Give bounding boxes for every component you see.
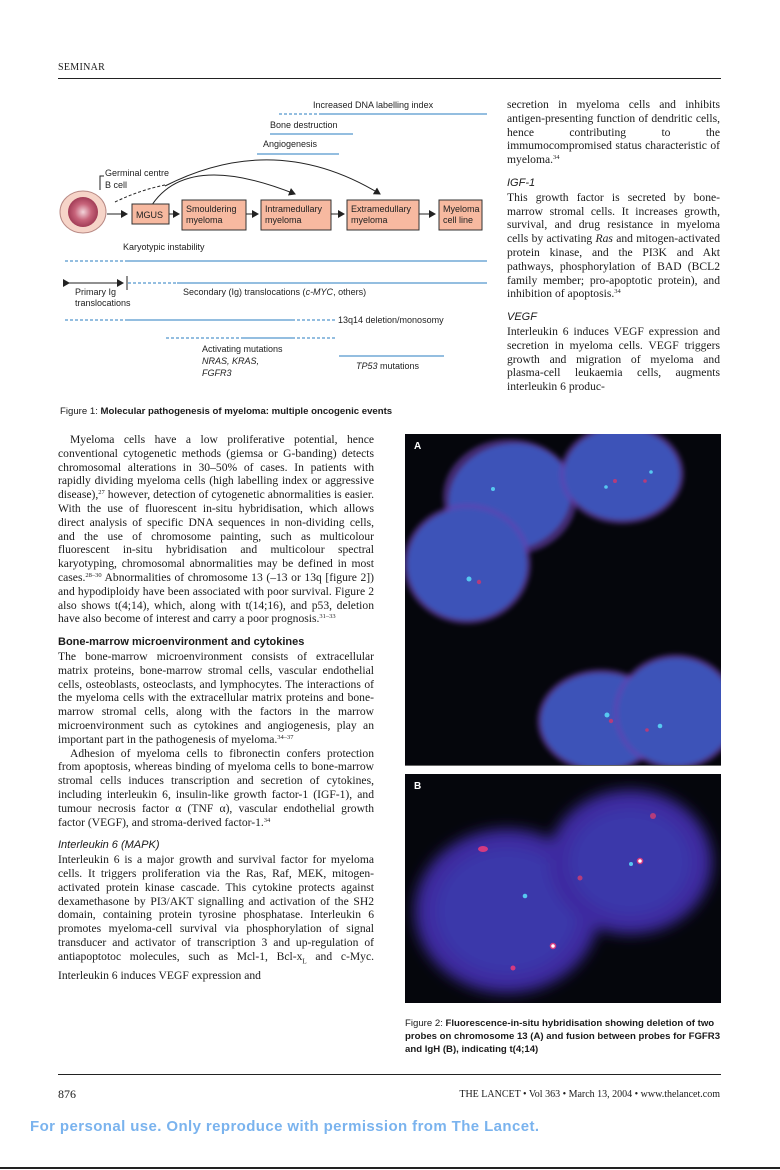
stage-label: myeloma <box>265 215 302 225</box>
fish-signal-cyan <box>491 487 495 491</box>
watermark: For personal use. Only reproduce with permission from The Lancet. <box>30 1118 540 1135</box>
label-activating-1: Activating mutations <box>202 344 283 354</box>
label-activating-2: NRAS, KRAS, <box>202 356 260 366</box>
panel-b-label: B <box>414 781 422 792</box>
fish-signal-cyan <box>629 862 633 866</box>
stage-label: Extramedullary <box>351 204 412 214</box>
panel-separator <box>405 765 721 774</box>
fish-image-b <box>405 774 721 1003</box>
fish-panel-a <box>405 434 721 765</box>
stage-label: myeloma <box>186 215 223 225</box>
figure1-caption: Figure 1: Molecular pathogenesis of myeloma: multiple oncogenic events <box>60 406 393 417</box>
header-rule <box>58 78 721 79</box>
label-dna-labelling: Increased DNA labelling index <box>313 100 434 110</box>
right-column-top <box>507 98 720 394</box>
fish-image-a <box>405 434 721 765</box>
fish-signal-red <box>613 479 617 483</box>
stage-label: MGUS <box>136 210 163 220</box>
stage-label: cell line <box>443 215 474 225</box>
paragraph: Interleukin 6 is a major growth and survival factor for myeloma cells. It triggers proliferation via the Ras, Raf, MEK, mitogen-activated protein kinase cascade. This cytokine protects against dexamethasone by PI3/AKT signalling and activation of the SH2 domain, containing protein tyrosine phosphatase. Interleukin 6 promotes myeloma-cell survival via phosphorylation of signal transducer and activator of transcription 3 and up-regulation of antiapoptotoc molecules, such as Mcl-1, Bcl-$x_L$ and c-Myc. Interleukin 6 induces VEGF expression and <box>58 853 374 982</box>
stage-label: myeloma <box>351 215 388 225</box>
paragraph: Interleukin 6 induces VEGF expression and secretion in myeloma cells. VEGF triggers growth and migration of myeloma and plasma-cell leukaemia cells, augments interleukin 6 produc- <box>507 324 720 394</box>
label-bone-destruction: Bone destruction <box>270 120 338 130</box>
page-number: 876 <box>58 1087 76 1101</box>
label-angiogenesis: Angiogenesis <box>263 139 318 149</box>
fish-signal-cyan <box>604 485 608 489</box>
fish-signal-cyan <box>649 470 653 474</box>
paragraph: secretion in myeloma cells and inhibits antigen-presenting function of dendritic cells, hence contributing to the immumocompromised status characteristic of myeloma.$^{34}$ <box>507 98 720 167</box>
fish-signal-red <box>477 580 481 584</box>
fish-signal-red <box>578 876 583 881</box>
fish-signal-fusion <box>551 944 556 949</box>
figure2-caption: Figure 2: Fluorescence-in-situ hybridisation showing deletion of two probes on chromosome 13 (A) and fusion between probes for FGFR3 and IgH (B), indicating t(4;14) <box>405 1018 721 1055</box>
paragraph: Adhesion of myeloma cells to fibronectin confers protection from apoptosis, whereas binding of myeloma cells to bone-marrow stromal cells induces transcription and secretion of cytokines, including interleukin 6, insulin-like growth factor-1 (IGF-1), and tumour necrosis factor α (TNF α), vascular endothelial growth factor (VEGF), and stroma-derived factor-1.34 <box>58 746 374 829</box>
left-column <box>58 433 374 983</box>
fish-signal-red <box>609 719 613 723</box>
label-activating-3: FGFR3 <box>202 368 232 378</box>
fish-signal-cyan <box>523 894 528 899</box>
stage-label: Smouldering <box>186 204 237 214</box>
fish-signal-red <box>645 728 649 732</box>
vegf-heading: VEGF <box>507 311 537 324</box>
label-primary-1: Primary Ig <box>75 287 117 297</box>
paragraph: This growth factor is secreted by bone-marrow stromal cells. It increases growth, survival, and drug resistance in myeloma cells by activating Ras and mitogen-activated protein kinase, and the PI3K and Akt pathways, phosphorylation of BAD (BCL2 family member; pro-apoptotic protein), and inhibition of apoptosis.$^{34}$ <box>507 190 720 301</box>
paragraph: The bone-marrow microenvironment consists of extracellular matrix proteins, bone-marrow stromal cells, vascular endothelial cells, osteoblasts, osteoclasts, and lymphocytes. The interactions of the myeloma cells with the extracellular matrix proteins and bone-marrow stromal cells, along with the factors in the marrow microenvironment such as cytokines and angiogenesis, play an important part in the pathogenesis of myeloma.$^{34-37}$ <box>58 649 374 746</box>
b-cell-nucleus <box>68 197 98 227</box>
fish-signal-cyan <box>658 724 663 729</box>
label-tp53: TP53 mutations <box>356 361 420 371</box>
footer-rule <box>58 1074 721 1075</box>
fish-signal-fusion <box>638 859 643 864</box>
journal-info: THE LANCET • Vol 363 • March 13, 2004 • www.thelancet.com <box>459 1089 720 1100</box>
fish-signal-cyan <box>605 713 610 718</box>
bone-marrow-heading: Bone-marrow microenvironment and cytokines <box>58 636 305 649</box>
label-primary-2: translocations <box>75 298 131 308</box>
figure1-diagram <box>55 90 495 410</box>
stage-label: Myeloma <box>443 204 480 214</box>
fish-signal-red <box>511 966 516 971</box>
paragraph: Myeloma cells have a low proliferative potential, hence conventional cytogenetic methods (giemsa or G-banding) detects chromosomal alterations in 30–50% of cases. In patients with rapidly dividing myeloma cells (high labelling index or aggressive disease),$^{27}$ however, detection of cytogenetic abnormalities is easier. With the use of fluorescent in-situ hybridisation, which allows direct analysis of specific DNA sequences in non-dividing cells, and the use of chromosome painting, such as multicolour fluorescent in-situ hybridisation and multicolour spectral karyotyping, chromosomal abnormalities may be defined in most cases.$^{28-30}$ Abnormalities of chromosome 13 (–13 or 13q [figure 2]) and hypodiploidy have been associated with poor survival. Figure 2 also shows t(4;14), which, along with t(14;16), and p53, deletion have also become of interest and carry a poor prognosis.$^{31-33}$ <box>58 433 374 626</box>
label-13q14: 13q14 deletion/monosomy <box>338 315 444 325</box>
fish-signal-red <box>650 813 656 819</box>
fish-signal-red <box>478 846 488 852</box>
fish-signal-red <box>643 479 647 483</box>
arc-to-extramedullary <box>165 160 380 194</box>
nucleus <box>570 810 690 914</box>
section-label: SEMINAR <box>58 62 106 73</box>
panel-a-label: A <box>414 441 422 452</box>
igf1-heading: IGF-1 <box>507 176 536 189</box>
bottom-rule <box>0 1167 780 1169</box>
stage-label: Intramedullary <box>265 204 323 214</box>
label-secondary: Secondary (Ig) translocations (c-MYC, others) <box>183 287 367 297</box>
germinal-centre-bracket <box>100 176 104 190</box>
interleukin6-heading: Interleukin 6 (MAPK) <box>58 839 160 852</box>
fish-panel-b <box>405 774 721 1003</box>
label-germinal-centre-2: B cell <box>105 180 128 190</box>
label-karyotypic: Karyotypic instability <box>123 242 205 252</box>
fish-signal-cyan <box>467 577 472 582</box>
nucleus <box>407 508 527 620</box>
label-germinal-centre-1: Germinal centre <box>105 168 170 178</box>
